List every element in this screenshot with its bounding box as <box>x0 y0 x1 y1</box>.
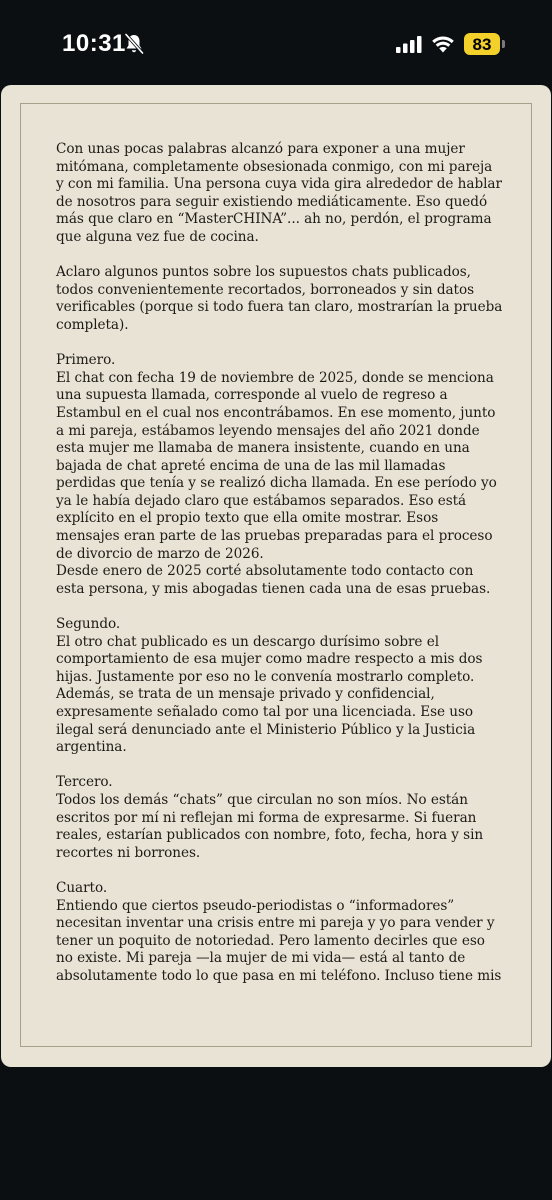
battery-body <box>464 33 500 55</box>
paragraph-intro: Con unas pocas palabras alcanzó para exponer a una mujer mitómana, completamente obsesionada conmigo, con mi pareja y con mi familia. Una persona cuya vida gira alrededor de hablar de nosotros para seguir existiendo mediáticamente. Eso quedó más que claro en “MasterCHINA”... ah no, perdón, el programa que alguna vez fue de cocina. <box>56 141 502 245</box>
battery-icon <box>464 33 506 55</box>
wifi-icon <box>430 33 456 53</box>
paragraph-first-point: Primero. El chat con fecha 19 de noviembre de 2025, donde se menciona una supuesta llamada, corresponde al vuelo de regreso a Estambul en el cual nos encontrábamos. En ese momento, junto a mi pareja, estábamos leyendo mensajes del año 2021 donde esta mujer me llamaba de manera insistente, cuando en una bajada de chat apreté encima de una de las mil llamadas perdidas que tenía y se realizó dicha llamada. En ese período yo ya le había dejado claro que estábamos separados. Eso está explícito en el propio texto que ella omite mostrar. Esos mensajes eran parte de las pruebas preparadas para el proceso de divorcio de marzo de 2026. Desde enero de 2025 corté absolutamente todo contacto con esta persona, y mis abogadas tienen cada una de esas pruebas. <box>56 352 497 597</box>
paragraph-fourth-point: Cuarto. Entiendo que ciertos pseudo-periodistas o “informadores” necesitan inventar una crisis entre mi pareja y yo para vender y tener un poquito de notoriedad. Pero lamento decirles que eso no existe. Mi pareja —la mujer de mi vida— está al tanto de absolutamente todo lo que pasa en mi teléfono. Incluso tiene mis <box>56 879 502 984</box>
paragraph-clarification: Aclaro algunos puntos sobre los supuestos chats publicados, todos convenientemente recortados, borroneados y sin datos verificables (porque si todo fuera tan claro, mostrarían la prueba completa). <box>56 264 503 333</box>
clock-time: 10:31 <box>62 30 126 57</box>
statement-image <box>1 85 551 1067</box>
battery-level: 83 <box>472 34 492 54</box>
paragraph-second-point: Segundo. El otro chat publicado es un descargo durísimo sobre el comportamiento de esa mujer como madre respecto a mis dos hijas. Justamente por eso no le convenía mostrarlo completo. Además, se trata de un mensaje privado y confidencial, expresamente señalado como tal por una licenciada. Ese uso ilegal será denunciado ante el Ministerio Público y la Justicia argentina. <box>56 616 483 756</box>
cellular-signal-icon <box>396 36 422 53</box>
paragraph-third-point: Tercero. Todos los demás “chats” que circulan no son míos. No están escritos por mí ni reflejan mi forma de expresarme. Si fueran reales, estarían publicados con nombre, foto, fecha, hora y sin recortes ni borrones. <box>56 774 484 861</box>
battery-cap <box>502 40 505 48</box>
status-bar <box>0 0 552 88</box>
statement-text <box>56 141 506 986</box>
bell-slash-icon <box>124 33 144 55</box>
